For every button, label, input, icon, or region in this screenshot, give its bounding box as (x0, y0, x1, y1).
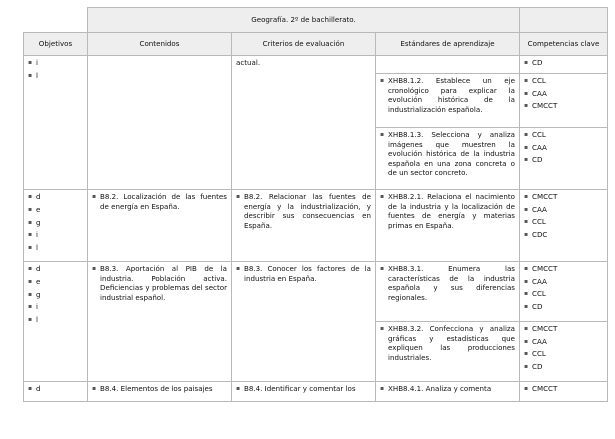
col-header-criterios: Criterios de evaluación (232, 33, 376, 56)
estandar-text: ▪ XHB8.1.3. Selecciona y analiza imágenes que muestren la evolución histórica de la industria española en una zona concreta o de un sector concreto. (380, 130, 515, 178)
competencia-item: ▪ CMCCT (524, 264, 603, 274)
estandar-cell (376, 74, 520, 128)
objetivo-item: ▪ l (28, 243, 83, 253)
blank-corner-cell (24, 8, 88, 33)
objetivos-cell (24, 382, 88, 402)
objetivos-cell (24, 262, 88, 382)
objetivo-item: ▪ i (28, 302, 83, 312)
competencias-cell (520, 190, 608, 262)
objetivo-item: ▪ l (28, 71, 83, 81)
table-row (24, 382, 608, 402)
contenido-cell (88, 382, 232, 402)
objetivo-item: ▪ e (28, 205, 83, 215)
criterio-cell (232, 262, 376, 382)
objetivo-item: ▪ l (28, 315, 83, 325)
competencia-item: ▪ CD (524, 302, 603, 312)
contenido-text: ▪ B8.3. Aportación al PIB de la industria. Población activa. Deficiencias y problemas del sector industrial español. (92, 264, 227, 302)
competencias-cell (520, 56, 608, 74)
objetivo-item: ▪ g (28, 290, 83, 300)
estandar-text: ▪ XHB8.1.2. Establece un eje cronológico para explicar la evolución histórica de la industrialización española. (380, 76, 515, 114)
competencia-item: ▪ CCL (524, 76, 603, 86)
contenido-cell (88, 190, 232, 262)
competencia-item: ▪ CCL (524, 130, 603, 140)
objetivo-item: ▪ e (28, 277, 83, 287)
estandar-text: ▪ XHB8.2.1. Relaciona el nacimiento de la industria y la localización de fuentes de energía y materias primas en España. (380, 192, 515, 230)
competencias-cell (520, 262, 608, 322)
col-header-estandares: Estándares de aprendizaje (376, 33, 520, 56)
estandar-text: ▪ XHB8.4.1. Analiza y comenta (380, 384, 515, 394)
competencia-item: ▪ CMCCT (524, 101, 603, 111)
objetivos-cell (24, 190, 88, 262)
competencias-cell (520, 382, 608, 402)
table-row (24, 56, 608, 74)
contenido-text: ▪ B8.2. Localización de las fuentes de energía en España. (92, 192, 227, 211)
competencia-item: ▪ CCL (524, 349, 603, 359)
criterio-text: ▪ B8.4. Identificar y comentar los (236, 384, 371, 394)
objetivo-item: ▪ d (28, 384, 83, 394)
competencia-item: ▪ CDC (524, 230, 603, 240)
col-header-competencias: Competencias clave (520, 33, 608, 56)
competencias-cell (520, 74, 608, 128)
competencia-item: ▪ CMCCT (524, 192, 603, 202)
objetivo-item: ▪ g (28, 218, 83, 228)
competencia-item: ▪ CAA (524, 337, 603, 347)
col-header-objetivos: Objetivos (24, 33, 88, 56)
competencia-item: ▪ CD (524, 58, 603, 68)
competencia-item: ▪ CAA (524, 143, 603, 153)
objetivo-item: ▪ d (28, 192, 83, 202)
objetivos-cell (24, 56, 88, 190)
col-header-contenidos: Contenidos (88, 33, 232, 56)
estandar-cell (376, 128, 520, 190)
table-row (24, 262, 608, 322)
estandar-cell (376, 322, 520, 382)
curriculum-table (23, 7, 608, 402)
criterio-cell (232, 382, 376, 402)
competencia-item: ▪ CMCCT (524, 324, 603, 334)
objetivo-item: ▪ d (28, 264, 83, 274)
competencia-item: ▪ CD (524, 362, 603, 372)
competencia-item: ▪ CCL (524, 289, 603, 299)
criterio-cell (232, 190, 376, 262)
contenido-cell (88, 262, 232, 382)
competencia-item: ▪ CAA (524, 277, 603, 287)
criterio-text: ▪ B8.2. Relacionar las fuentes de energía y la industrialización, y describir sus consecuencias en España. (236, 192, 371, 230)
estandar-text: ▪ XHB8.3.1. Enumera las características de la industria española y sus diferencias regionales. (380, 264, 515, 302)
competencia-item: ▪ CAA (524, 89, 603, 99)
contenido-cell (88, 56, 232, 190)
estandar-cell (376, 190, 520, 262)
table-row (24, 190, 608, 262)
competencias-cell (520, 128, 608, 190)
estandar-text: ▪ XHB8.3.2. Confecciona y analiza gráficas y estadísticas que expliquen las producciones industriales. (380, 324, 515, 362)
criterio-text: ▪ B8.3. Conocer los factores de la industria en España. (236, 264, 371, 283)
title-right-cell (520, 8, 608, 33)
competencia-item: ▪ CCL (524, 217, 603, 227)
competencias-cell (520, 322, 608, 382)
estandar-cell (376, 382, 520, 402)
criterio-cell: actual. (232, 56, 376, 190)
table-title: Geografía. 2º de bachillerato. (88, 8, 520, 33)
objetivo-item: ▪ i (28, 230, 83, 240)
competencia-item: ▪ CD (524, 155, 603, 165)
competencia-item: ▪ CMCCT (524, 384, 603, 394)
competencia-item: ▪ CAA (524, 205, 603, 215)
objetivo-item: ▪ i (28, 58, 83, 68)
estandar-cell (376, 56, 520, 74)
contenido-text: ▪ B8.4. Elementos de los paisajes (92, 384, 227, 394)
estandar-cell (376, 262, 520, 322)
